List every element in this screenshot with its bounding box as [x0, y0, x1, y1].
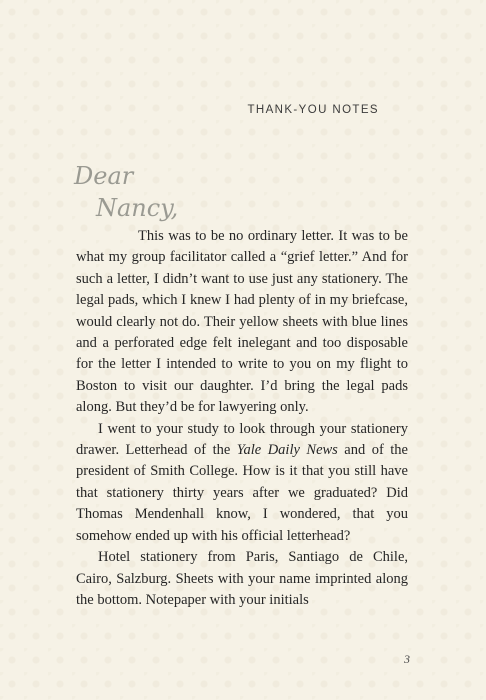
salutation-name: Nancy, [96, 194, 179, 222]
page-number: 3 [404, 652, 410, 666]
salutation [74, 160, 178, 224]
paragraph-2-text-start: I went to your study to look through your stationery drawer. Letterhead of the [76, 420, 408, 459]
paragraph-1-text: This was to be no ordinary letter. It was to be what my group facilitator called a “grief letter.” And for such a letter, I didn’t want to use just any stationery. The legal pads, which I knew I had plenty of in my briefcase, would clearly not do. Their yellow sheets with blue lines and a perforated edge felt inelegant and too disposable for the letter I intended to write to you on my flight to Boston to visit our daughter. I’d bring the legal pads along. But they’d be for lawyering only. [76, 228, 408, 416]
letter-body [76, 226, 408, 611]
newspaper-title: Yale Daily News [236, 442, 338, 459]
paragraph-3-text: Hotel stationery from Paris, Santiago de Chile, Cairo, Salzburg. Sheets with your name imprinted along the bottom. Notepaper with your initials [76, 549, 408, 608]
paragraph-2-text-end: and of the president of Smith College. How is it that you still have that stationery thirty years after we graduated? Did Thomas Mendenhall know, I wondered, that you somehow ended up with his official letterhead? [76, 442, 408, 544]
paragraph-1 [76, 226, 408, 419]
salutation-dear: Dear [74, 162, 134, 190]
paragraph-2 [76, 419, 408, 547]
paragraph-3 [76, 547, 408, 611]
running-header: THANK-YOU NOTES [247, 104, 379, 116]
